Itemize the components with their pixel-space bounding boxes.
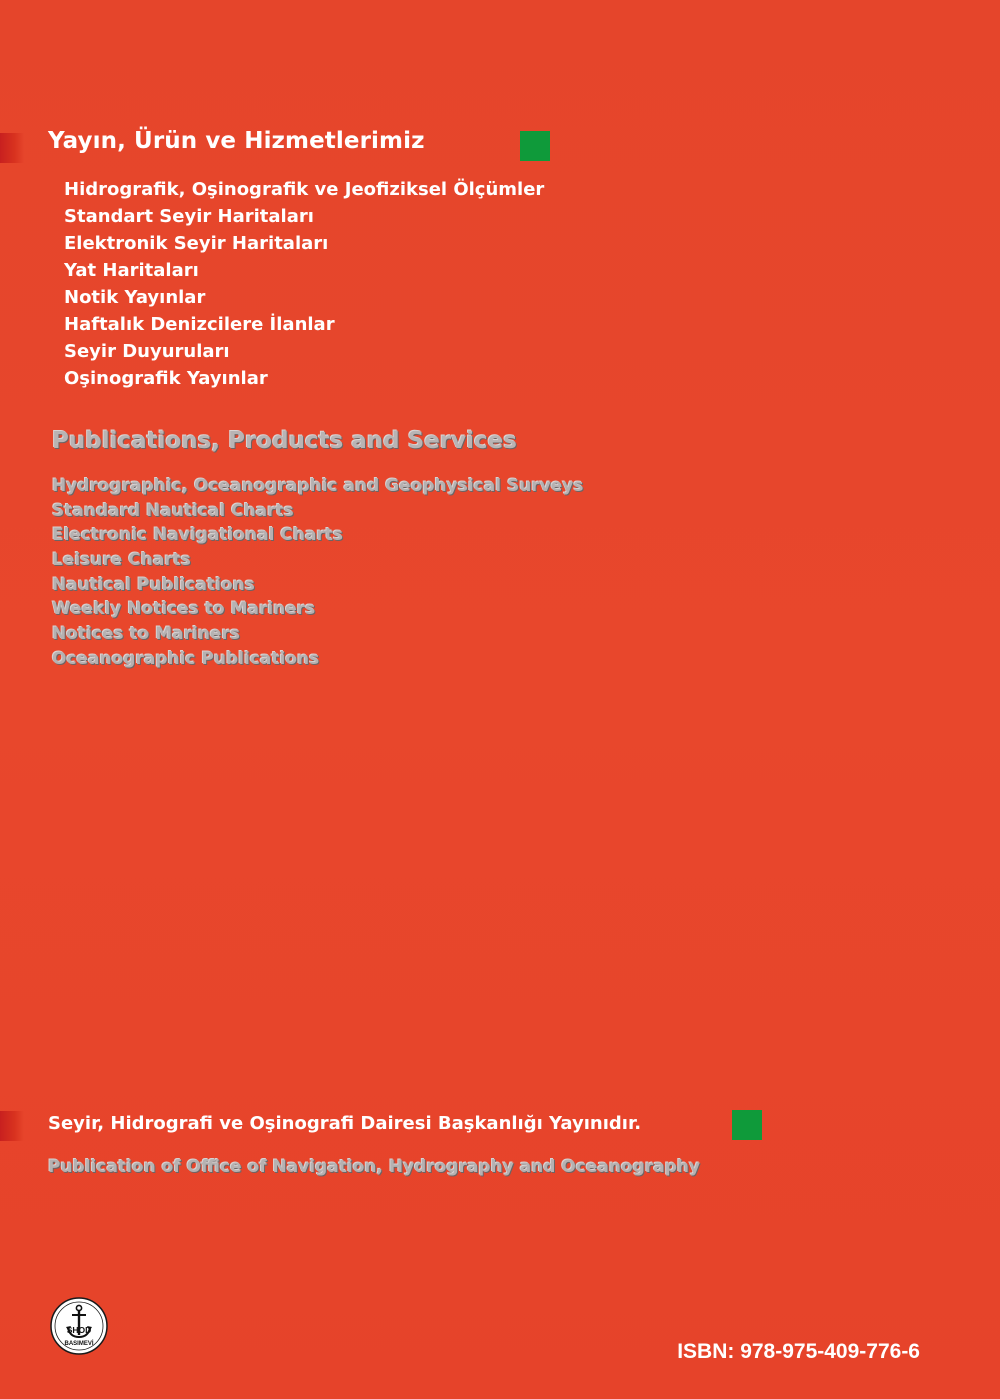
list-item: Hidrografik, Oşinografik ve Jeofiziksel Ölçümler bbox=[64, 179, 545, 200]
publisher-english: Publication of Office of Navigation, Hydrography and Oceanography bbox=[48, 1157, 701, 1177]
red-marker-bottom bbox=[0, 1111, 24, 1141]
list-item: Haftalık Denizcilere İlanlar bbox=[64, 314, 335, 335]
list-item: Seyir Duyuruları bbox=[64, 341, 230, 362]
logo-top-text: SHOD bbox=[66, 1325, 92, 1335]
list-item: Electronic Navigational Charts bbox=[52, 525, 344, 546]
english-services-list bbox=[52, 474, 584, 672]
green-marker-top bbox=[520, 131, 550, 161]
list-item: Elektronik Seyir Haritaları bbox=[64, 233, 329, 254]
list-item: Weekly Notices to Mariners bbox=[52, 599, 316, 620]
list-item: Standard Nautical Charts bbox=[52, 500, 294, 521]
list-item: Nautical Publications bbox=[52, 574, 255, 595]
list-item: Notik Yayınlar bbox=[64, 287, 206, 308]
list-item: Oşinografik Yayınlar bbox=[64, 368, 268, 389]
turkish-title: Yayın, Ürün ve Hizmetlerimiz bbox=[48, 128, 425, 154]
list-item: Yat Haritaları bbox=[64, 260, 199, 281]
list-item: Oceanographic Publications bbox=[52, 648, 320, 669]
isbn: ISBN: 978-975-409-776-6 bbox=[677, 1340, 920, 1363]
publisher-turkish: Seyir, Hidrografi ve Oşinografi Dairesi Başkanlığı Yayınıdır. bbox=[48, 1113, 642, 1134]
list-item: Hydrographic, Oceanographic and Geophysical Surveys bbox=[52, 476, 584, 496]
logo-bottom-text: BASIMEVİ bbox=[64, 1341, 94, 1347]
green-marker-bottom bbox=[732, 1110, 762, 1140]
english-title: Publications, Products and Services bbox=[52, 428, 517, 454]
list-item: Notices to Mariners bbox=[52, 624, 240, 645]
shod-logo-icon bbox=[50, 1297, 108, 1355]
list-item: Standart Seyir Haritaları bbox=[64, 206, 314, 227]
turkish-services-list bbox=[64, 176, 544, 392]
red-marker-top bbox=[0, 133, 24, 163]
list-item: Leisure Charts bbox=[52, 550, 191, 571]
